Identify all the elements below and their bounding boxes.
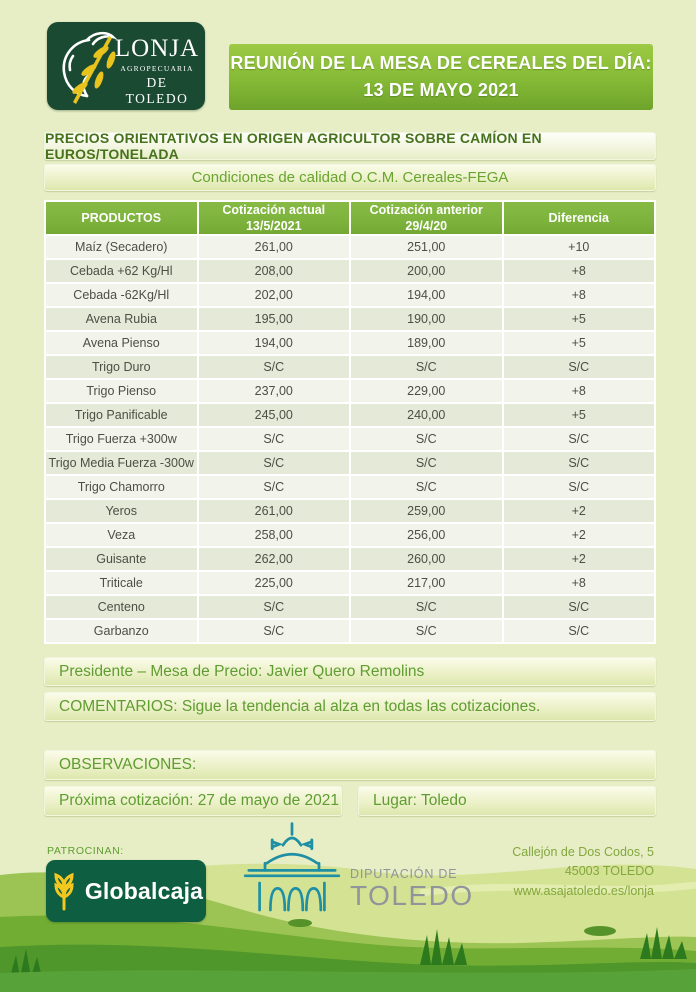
previous-price-cell: S/C	[351, 596, 502, 618]
banner-line-1: REUNIÓN DE LA MESA DE CEREALES DEL DÍA:	[230, 53, 652, 73]
difference-cell: S/C	[504, 356, 655, 378]
product-cell: Avena Pienso	[46, 332, 197, 354]
product-cell: Cebada -62Kg/Hl	[46, 284, 197, 306]
current-price-cell: 245,00	[199, 404, 350, 426]
previous-price-cell: S/C	[351, 620, 502, 642]
difference-cell: S/C	[504, 620, 655, 642]
current-price-cell: 261,00	[199, 236, 350, 258]
product-cell: Trigo Chamorro	[46, 476, 197, 498]
previous-price-cell: 217,00	[351, 572, 502, 594]
globalcaja-wordmark: Globalcaja	[84, 877, 204, 904]
header-label: Cotización actual	[222, 202, 326, 217]
comments-text: COMENTARIOS: Sigue la tendencia al alza en todas las cotizaciones.	[59, 697, 541, 715]
banner-line-2: 13 DE MAYO 2021	[363, 80, 519, 100]
next-quotation-bar	[44, 786, 342, 816]
difference-cell: +8	[504, 380, 655, 402]
difference-cell: +8	[504, 260, 655, 282]
column-header-products	[46, 202, 197, 234]
observations-bar	[44, 750, 656, 780]
globalcaja-logo	[46, 860, 206, 922]
quality-conditions-bar	[44, 164, 656, 191]
difference-cell: +2	[504, 524, 655, 546]
table-row	[46, 356, 654, 378]
logo-subtitle: AGROPECUARIA	[120, 64, 194, 73]
difference-cell: +5	[504, 308, 655, 330]
location-bar	[358, 786, 656, 816]
table-row	[46, 284, 654, 306]
difference-cell: +5	[504, 332, 655, 354]
previous-price-cell: 194,00	[351, 284, 502, 306]
prices-subtitle: PRECIOS ORIENTATIVOS EN ORIGEN AGRICULTOR SOBRE CAMÍON EN EUROS/TONELADA	[45, 130, 542, 162]
logo-title: LONJA	[114, 35, 200, 62]
column-header-current-price	[199, 202, 350, 234]
table-row	[46, 380, 654, 402]
table-row	[46, 308, 654, 330]
address-street: Callejón de Dos Codos, 5	[512, 845, 654, 859]
address-city: 45003 TOLEDO	[564, 864, 654, 879]
product-cell: Yeros	[46, 500, 197, 522]
table-row	[46, 404, 654, 426]
current-price-cell: 208,00	[199, 260, 350, 282]
column-header-difference	[504, 202, 655, 234]
gate-building-icon	[238, 820, 346, 928]
product-cell: Veza	[46, 524, 197, 546]
difference-cell: S/C	[504, 476, 655, 498]
difference-cell: +5	[504, 404, 655, 426]
table-row	[46, 548, 654, 570]
previous-price-cell: 189,00	[351, 332, 502, 354]
product-cell: Avena Rubia	[46, 308, 197, 330]
current-price-cell: 202,00	[199, 284, 350, 306]
product-cell: Trigo Panificable	[46, 404, 197, 426]
quality-conditions-text: Condiciones de calidad O.C.M. Cereales-FEGA	[191, 169, 509, 186]
current-price-cell: S/C	[199, 452, 350, 474]
product-cell: Trigo Duro	[46, 356, 197, 378]
previous-price-cell: 259,00	[351, 500, 502, 522]
header-label: Diferencia	[548, 210, 609, 225]
logo-subtitle-2: DE TOLEDO	[125, 75, 189, 106]
current-price-cell: 237,00	[199, 380, 350, 402]
product-cell: Maíz (Secadero)	[46, 236, 197, 258]
previous-price-cell: 256,00	[351, 524, 502, 546]
current-price-cell: 225,00	[199, 572, 350, 594]
previous-price-cell: 190,00	[351, 308, 502, 330]
header-label: PRODUCTOS	[81, 210, 162, 225]
product-cell: Trigo Fuerza +300w	[46, 428, 197, 450]
diputacion-wordmark	[350, 868, 474, 911]
product-cell: Centeno	[46, 596, 197, 618]
lonja-logo	[47, 22, 205, 110]
previous-price-cell: S/C	[351, 476, 502, 498]
header-sublabel: 13/5/2021	[245, 219, 302, 233]
current-price-cell: 195,00	[199, 308, 350, 330]
observations-text: OBSERVACIONES:	[59, 756, 197, 773]
previous-price-cell: 251,00	[351, 236, 502, 258]
prices-subtitle-bar	[44, 132, 656, 160]
diputacion-line-1: DIPUTACIÓN DE	[350, 866, 458, 881]
previous-price-cell: 260,00	[351, 548, 502, 570]
current-price-cell: S/C	[199, 476, 350, 498]
difference-cell: +8	[504, 284, 655, 306]
product-cell: Garbanzo	[46, 620, 197, 642]
table-row	[46, 572, 654, 594]
header-sublabel: 29/4/20	[405, 219, 448, 233]
previous-price-cell: S/C	[351, 428, 502, 450]
current-price-cell: 194,00	[199, 332, 350, 354]
next-quotation-text: Próxima cotización: 27 de mayo de 2021	[59, 792, 340, 809]
difference-cell: +10	[504, 236, 655, 258]
table-row	[46, 476, 654, 498]
difference-cell: +2	[504, 548, 655, 570]
president-text: Presidente – Mesa de Precio: Javier Quero Remolins	[59, 662, 425, 680]
table-row	[46, 620, 654, 642]
current-price-cell: S/C	[199, 596, 350, 618]
address-website: www.asajatoledo.es/lonja	[513, 883, 654, 898]
difference-cell: +8	[504, 572, 655, 594]
wheat-icon	[49, 871, 79, 911]
lonja-logo-text	[113, 36, 201, 107]
difference-cell: S/C	[504, 596, 655, 618]
current-price-cell: 258,00	[199, 524, 350, 546]
current-price-cell: 261,00	[199, 500, 350, 522]
current-price-cell: S/C	[199, 356, 350, 378]
previous-price-cell: 200,00	[351, 260, 502, 282]
previous-price-cell: S/C	[351, 452, 502, 474]
column-header-previous-price	[351, 202, 502, 234]
difference-cell: S/C	[504, 452, 655, 474]
title-banner	[229, 44, 653, 110]
table-row	[46, 452, 654, 474]
table-row	[46, 596, 654, 618]
sponsors-label: PATROCINAN:	[47, 845, 124, 857]
previous-price-cell: 229,00	[351, 380, 502, 402]
difference-cell: +2	[504, 500, 655, 522]
president-bar	[44, 657, 656, 686]
current-price-cell: S/C	[199, 620, 350, 642]
address-block	[512, 843, 654, 901]
table-row	[46, 500, 654, 522]
location-text: Lugar: Toledo	[373, 792, 467, 809]
table-row	[46, 332, 654, 354]
product-cell: Triticale	[46, 572, 197, 594]
price-table	[44, 200, 656, 644]
table-row	[46, 428, 654, 450]
diputacion-line-2: TOLEDO	[350, 880, 474, 911]
comments-bar	[44, 692, 656, 721]
product-cell: Trigo Pienso	[46, 380, 197, 402]
product-cell: Cebada +62 Kg/Hl	[46, 260, 197, 282]
table-row	[46, 236, 654, 258]
table-row	[46, 524, 654, 546]
diputacion-toledo-logo	[238, 820, 474, 928]
table-row	[46, 260, 654, 282]
difference-cell: S/C	[504, 428, 655, 450]
header-label: Cotización anterior	[369, 202, 483, 217]
current-price-cell: 262,00	[199, 548, 350, 570]
product-cell: Guisante	[46, 548, 197, 570]
previous-price-cell: S/C	[351, 356, 502, 378]
product-cell: Trigo Media Fuerza -300w	[46, 452, 197, 474]
current-price-cell: S/C	[199, 428, 350, 450]
previous-price-cell: 240,00	[351, 404, 502, 426]
table-header-row	[46, 202, 654, 234]
